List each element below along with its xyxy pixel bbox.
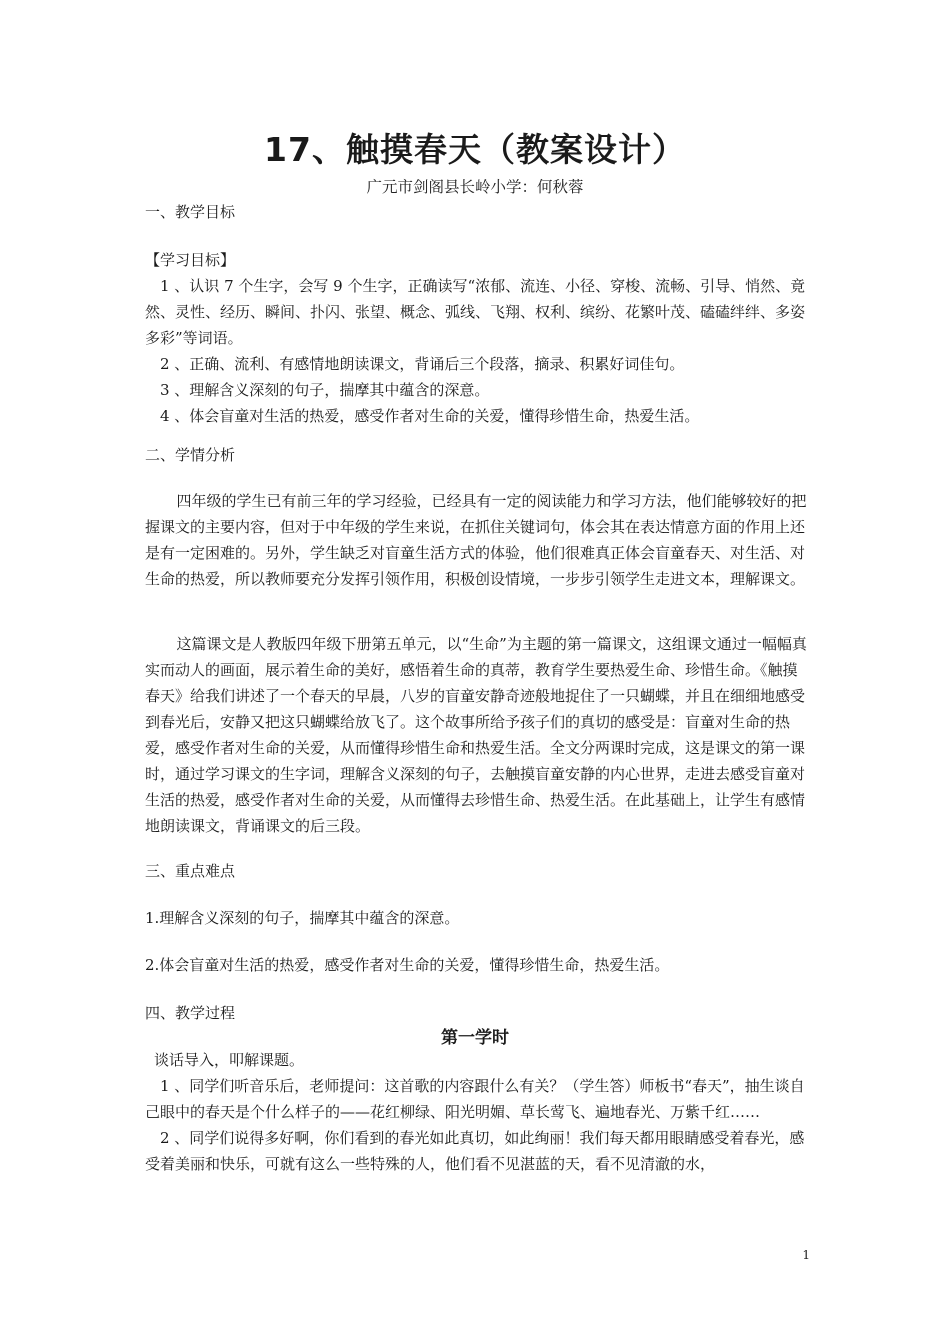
lesson-intro: 谈话导入，叩解课题。 [154, 1051, 305, 1069]
section-heading-process: 四、教学过程 [145, 1004, 236, 1022]
section-heading-analysis: 二、学情分析 [145, 446, 236, 464]
section-heading-objectives: 一、教学目标 [145, 203, 236, 221]
lesson-title: 第一学时 [441, 1028, 509, 1048]
objective-item: 3 、理解含义深刻的句子，揣摩其中蕴含的深意。 [160, 381, 490, 399]
learning-objectives [145, 247, 810, 429]
learning-objectives-subheading: 【学习目标】 [145, 251, 236, 269]
lesson-item: 1 、同学们听音乐后，老师提问：这首歌的内容跟什么有关？（学生答）师板书“春天”，抽生谈自己眼中的春天是个什么样子的——花红柳绿、阳光明媚、草长莺飞、遍地春光、万紫千红…… [145, 1077, 805, 1121]
page-number: 1 [802, 1248, 810, 1262]
objective-item: 4 、体会盲童对生活的热爱，感受作者对生命的关爱，懂得珍惜生命，热爱生活。 [160, 407, 700, 425]
objective-item: 2 、正确、流利、有感情地朗读课文，背诵后三个段落，摘录、积累好词佳句。 [160, 355, 685, 373]
key-point-item: 1.理解含义深刻的句子，揣摩其中蕴含的深意。 [145, 909, 460, 927]
section-heading-key-points: 三、重点难点 [145, 862, 236, 880]
document-author: 广元市剑阁县长岭小学：何秋蓉 [366, 178, 584, 196]
lesson-item: 2 、同学们说得多好啊，你们看到的春光如此真切，如此绚丽！我们每天都用眼睛感受着春光，感受着美丽和快乐，可就有这么一些特殊的人，他们看不见湛蓝的天，看不见清澈的水， [145, 1129, 805, 1173]
analysis-paragraph: 四年级的学生已有前三年的学习经验，已经具有一定的阅读能力和学习方法，他们能够较好的把握课文的主要内容，但对于中年级的学生来说，在抓住关键词句，体会其在表达情意方面的作用上还是有一定困难的。另外，学生缺乏对盲童生活方式的体验，他们很难真正体会盲童春天、对生活、对生命的热爱，所以教师要充分发挥引领作用，积极创设情境，一步步引领学生走进文本，理解课文。 [145, 492, 807, 588]
document-title: 17、触摸春天（教案设计） [264, 130, 686, 169]
objective-item: 1 、认识 7 个生字，会写 9 个生字，正确读写“浓郁、流连、小径、穿梭、流畅、引导、悄然、竟然、灵性、经历、瞬间、扑闪、张望、概念、弧线、飞翔、权利、缤纷、花繁叶茂、磕磕绊绊、多姿多彩”等词语。 [145, 277, 806, 347]
lesson-content [145, 1047, 810, 1177]
key-point-item: 2.体会盲童对生活的热爱，感受作者对生命的关爱，懂得珍惜生命，热爱生活。 [145, 956, 670, 974]
analysis-paragraph: 这篇课文是人教版四年级下册第五单元，以“生命”为主题的第一篇课文，这组课文通过一幅幅真实而动人的画面，展示着生命的美好，感悟着生命的真蒂，教育学生要热爱生命、珍惜生命。《触摸春天》给我们讲述了一个春天的早晨，八岁的盲童安静奇迹般地捉住了一只蝴蝶，并且在细细地感受到春光后，安静又把这只蝴蝶给放飞了。这个故事所给予孩子们的真切的感受是：盲童对生命的热爱，感受作者对生命的关爱，从而懂得珍惜生命和热爱生活。全文分两课时完成，这是课文的第一课时，通过学习课文的生字词，理解含义深刻的句子，去触摸盲童安静的内心世界，走进去感受盲童对生活的热爱，感受作者对生命的关爱，从而懂得去珍惜生命、热爱生活。在此基础上，让学生有感情地朗读课文，背诵课文的后三段。 [145, 635, 807, 835]
